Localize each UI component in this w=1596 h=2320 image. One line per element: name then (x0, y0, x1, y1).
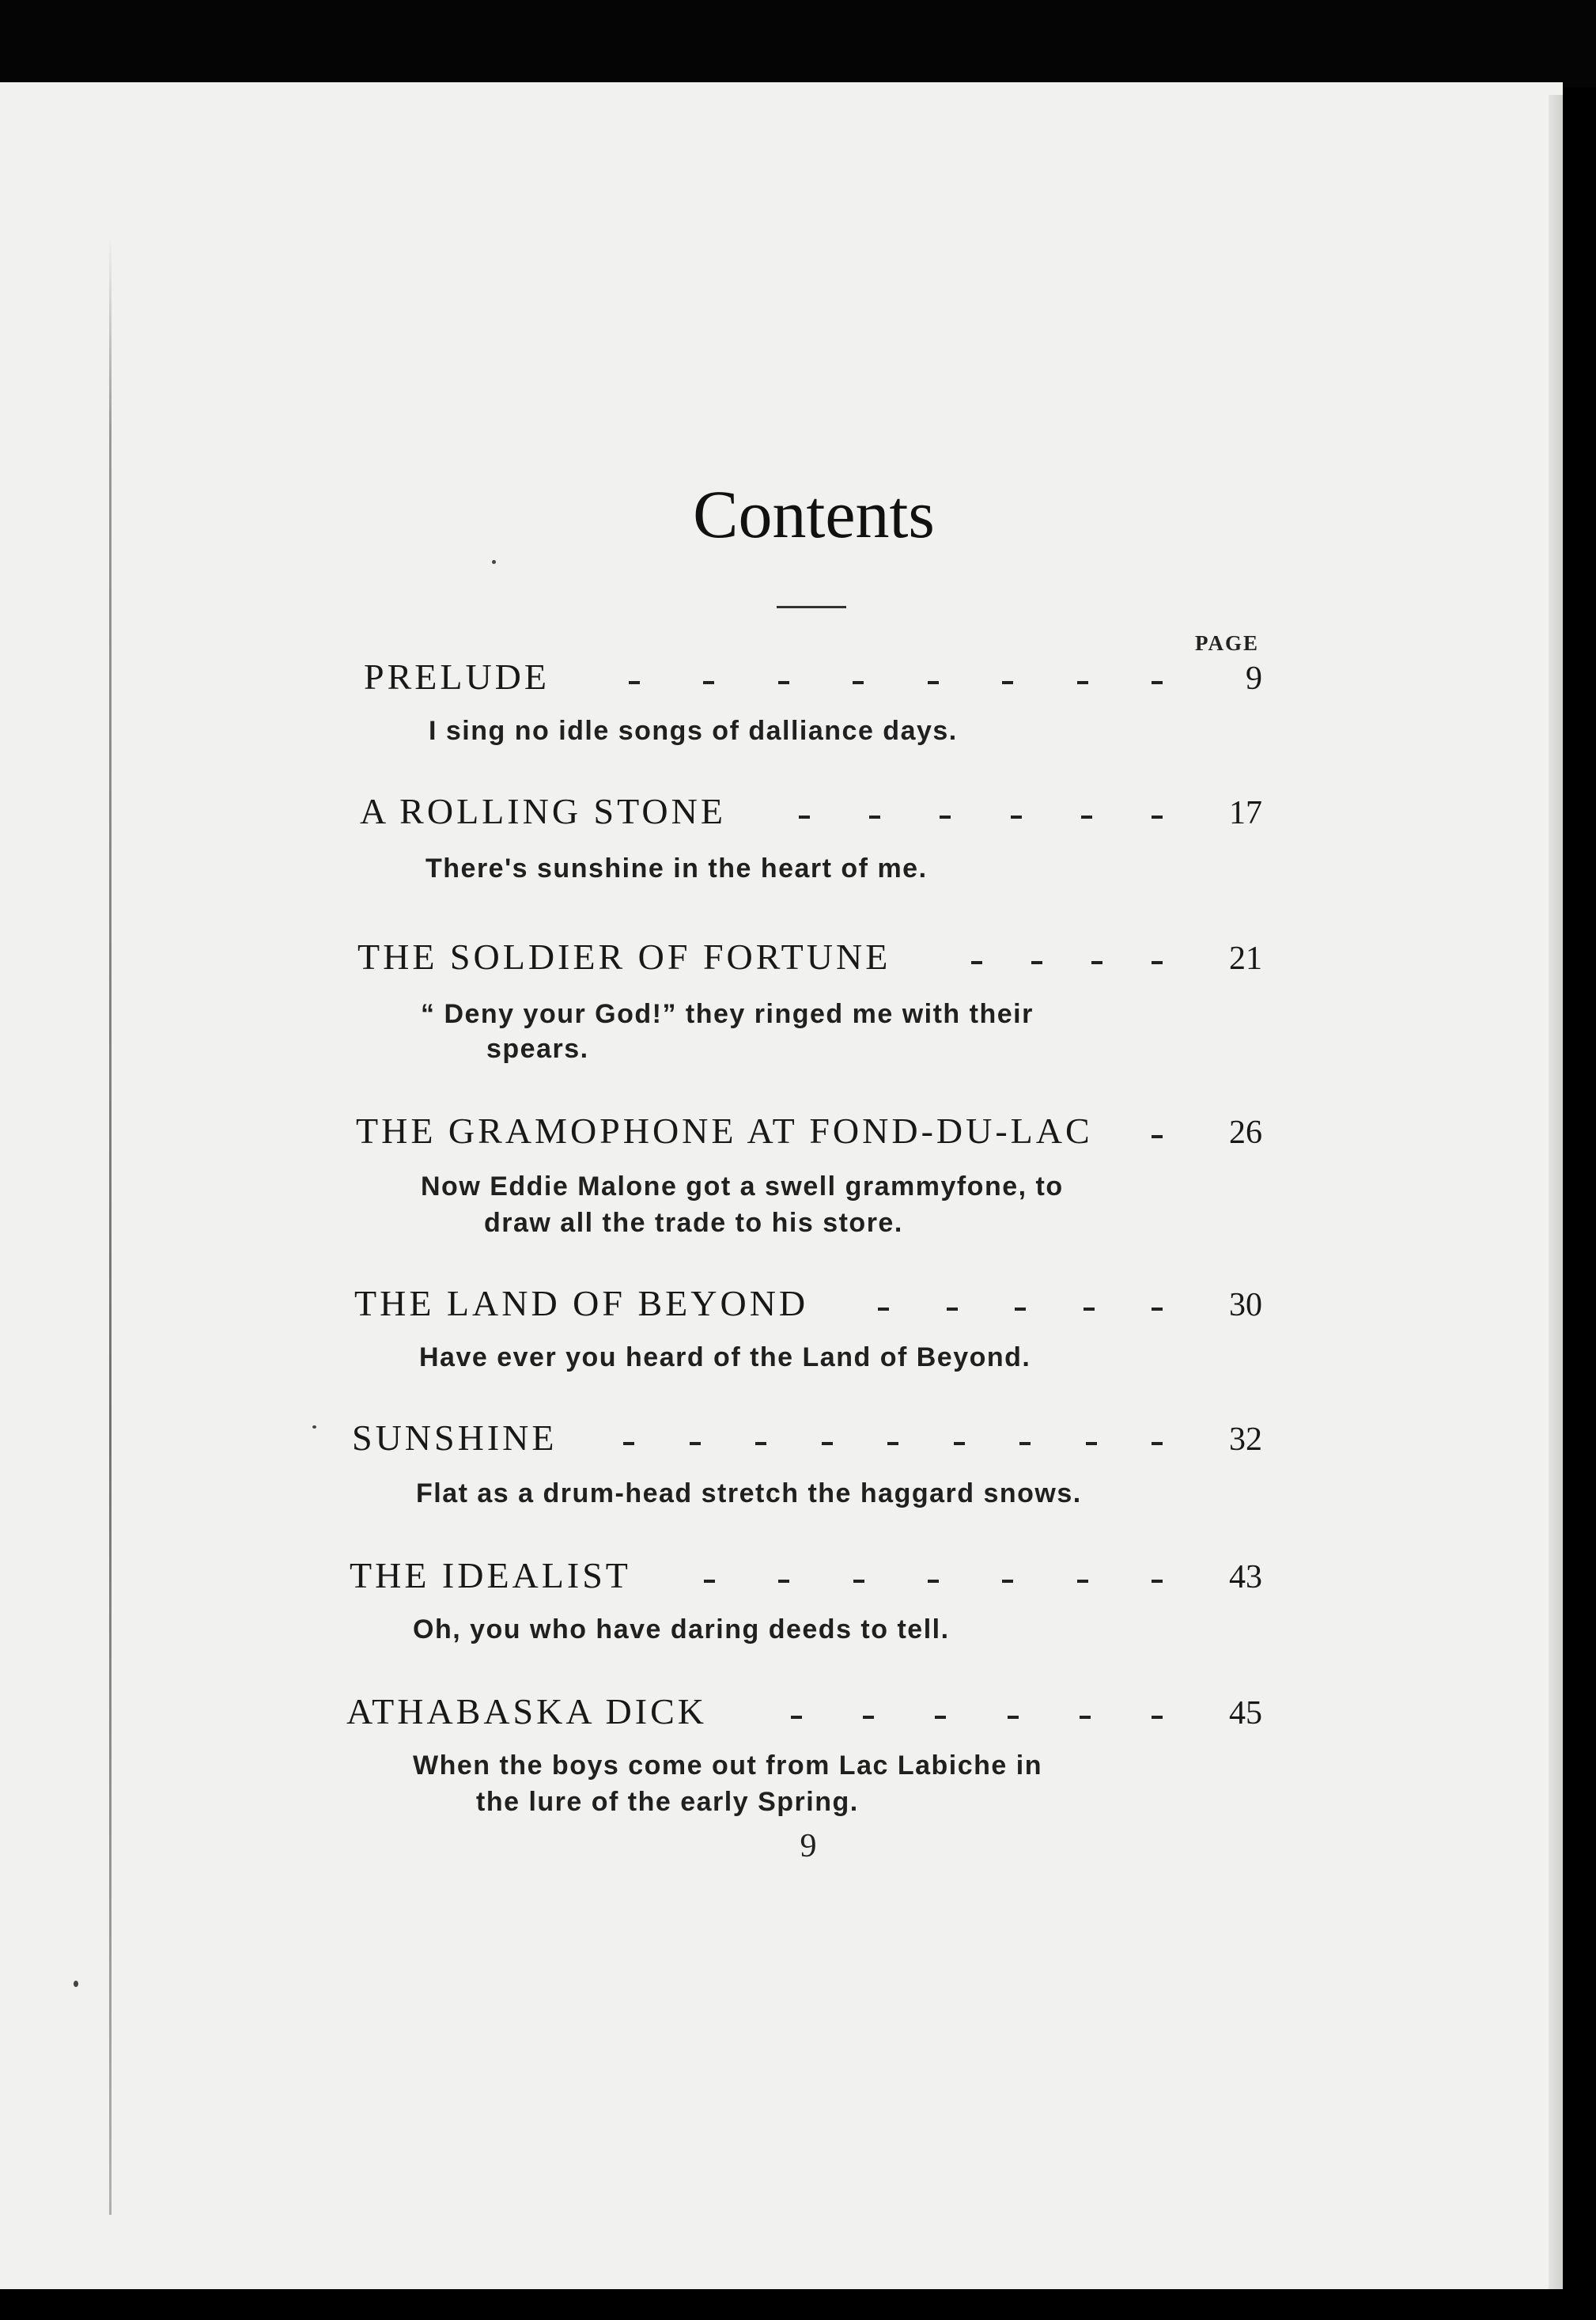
entry-title: A ROLLING STONE (360, 791, 726, 831)
leader-dash (755, 1442, 766, 1445)
leader-dash (1091, 961, 1102, 964)
entry-first-line: When the boys come out from Lac Labiche in (413, 1750, 1042, 1781)
leader-dash (1152, 961, 1163, 964)
leader-dash (703, 681, 714, 684)
leader-dash (629, 681, 640, 684)
entry-first-line: There's sunshine in the heart of me. (425, 853, 928, 884)
leader-dash (853, 681, 864, 684)
leader-dash (1152, 1308, 1163, 1311)
leader-dash (863, 1716, 874, 1719)
leader-dash (1008, 1716, 1019, 1719)
leader-dash (853, 1580, 864, 1583)
leader-dash (954, 1442, 965, 1445)
entry-page-number: 32 (1229, 1421, 1262, 1458)
entry-first-line: I sing no idle songs of dalliance days. (429, 716, 958, 746)
entry-page-number: 9 (1246, 660, 1262, 697)
leader-dots (704, 1552, 1163, 1599)
entry-first-line: Oh, you who have daring deeds to tell. (413, 1614, 950, 1644)
leader-dash (1080, 1716, 1091, 1719)
leader-dash (935, 1716, 946, 1719)
leader-dash (1152, 1442, 1163, 1445)
leader-dash (1077, 1580, 1088, 1583)
leader-dash (1152, 816, 1163, 819)
entry-first-line: Flat as a drum-head stretch the haggard snows. (416, 1478, 1082, 1508)
leader-dash (878, 1308, 889, 1311)
entry-title: SUNSHINE (352, 1417, 558, 1458)
ink-speck (492, 560, 496, 564)
leader-dash (822, 1442, 833, 1445)
leader-dash (799, 816, 810, 819)
leader-dash (1077, 681, 1088, 684)
entry-title: ATHABASKA DICK (346, 1691, 707, 1731)
entry-page-number: 17 (1229, 795, 1262, 831)
leader-dots (629, 653, 1163, 701)
entry-page-number: 45 (1229, 1695, 1262, 1731)
leader-dash (623, 1442, 634, 1445)
leader-dots (971, 933, 1163, 981)
leader-dash (1002, 681, 1013, 684)
leader-dash (778, 681, 789, 684)
entry-first-line: Now Eddie Malone got a swell grammyfone, to (421, 1171, 1064, 1202)
leader-dots (623, 1414, 1163, 1462)
leader-dash (1152, 1716, 1163, 1719)
ink-speck (312, 1425, 316, 1429)
leader-dash (1031, 961, 1042, 964)
leader-dash (1002, 1580, 1013, 1583)
entry-title: PRELUDE (364, 657, 550, 697)
entry-first-line: “ Deny your God!” they ringed me with their (421, 999, 1034, 1029)
leader-dash (1081, 816, 1092, 819)
leader-dash (971, 961, 982, 964)
leader-dash (690, 1442, 701, 1445)
leader-dash (1152, 681, 1163, 684)
leader-dash (1019, 1442, 1031, 1445)
page-column-label: PAGE (1195, 631, 1259, 655)
leader-dash (1011, 816, 1022, 819)
leader-dash (947, 1308, 958, 1311)
entry-first-line: the lure of the early Spring. (476, 1787, 859, 1817)
leader-dash (1152, 1580, 1163, 1583)
leader-dots (799, 788, 1163, 835)
entry-title: THE LAND OF BEYOND (354, 1283, 809, 1323)
leader-dash (778, 1580, 789, 1583)
ink-speck (74, 1981, 78, 1987)
entry-first-line: spears. (486, 1034, 589, 1064)
page-edge-shadow (1549, 95, 1563, 2289)
title-rule (777, 606, 846, 608)
leader-dash (1086, 1442, 1097, 1445)
leader-dots (791, 1688, 1163, 1735)
leader-dash (928, 681, 939, 684)
scan-background (0, 0, 1596, 87)
entry-page-number: 26 (1229, 1115, 1262, 1151)
entry-title: THE IDEALIST (350, 1555, 631, 1595)
leader-dash (940, 816, 951, 819)
leader-dots (1142, 1107, 1163, 1155)
leader-dash (1152, 1135, 1163, 1138)
leader-dash (1084, 1308, 1095, 1311)
entry-first-line: draw all the trade to his store. (484, 1208, 903, 1238)
leader-dash (1015, 1308, 1026, 1311)
leader-dash (869, 816, 880, 819)
leader-dots (878, 1280, 1163, 1327)
leader-dash (887, 1442, 898, 1445)
entry-page-number: 43 (1229, 1559, 1262, 1595)
entry-page-number: 30 (1229, 1287, 1262, 1323)
entry-title: THE GRAMOPHONE AT FOND-DU-LAC (356, 1111, 1093, 1151)
leader-dash (791, 1716, 802, 1719)
entry-first-line: Have ever you heard of the Land of Beyond. (419, 1342, 1031, 1372)
leader-dash (704, 1580, 715, 1583)
leader-dash (928, 1580, 939, 1583)
page-title: Contents (693, 476, 935, 552)
page-number: 9 (800, 1828, 817, 1864)
entry-title: THE SOLDIER OF FORTUNE (357, 937, 891, 977)
entry-page-number: 21 (1229, 940, 1262, 977)
